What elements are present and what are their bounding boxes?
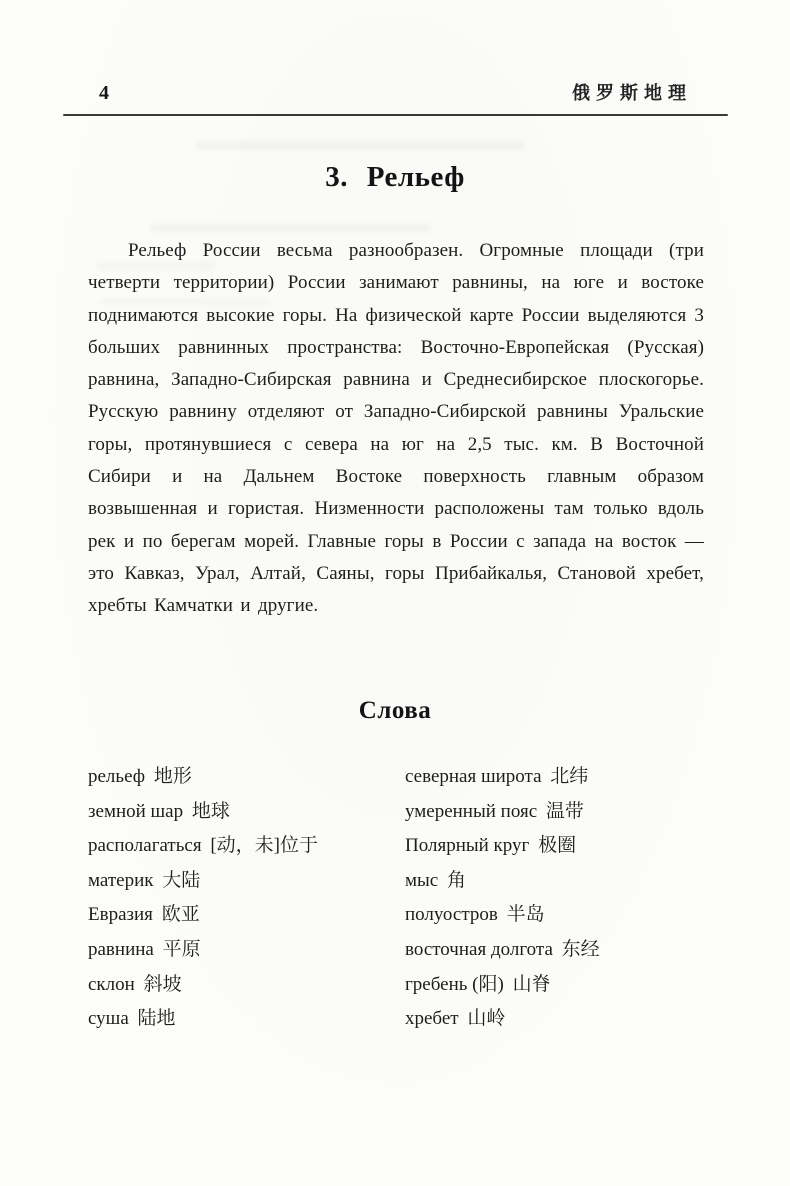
vocab-chinese-gloss: 半岛	[506, 904, 545, 926]
vocab-chinese-gloss: 地球	[191, 800, 230, 822]
vocab-chinese-gloss: 斜坡	[143, 973, 182, 995]
vocab-chinese-gloss: 大陆	[162, 869, 201, 891]
vocab-entry	[88, 968, 405, 1003]
vocab-russian-term: равнина	[88, 938, 154, 960]
body-paragraph: Рельеф России весьма разнообразен. Огромные площади (три четверти территории) России занимают равнины, на юге и востоке поднимаются высокие горы. На физической карте России выделяются 3 больших равнинных пространства: Восточно-Европейская (Русская) равнина, Западно-Сибирская равнина и Среднесибирское плоскогорье. Русскую равнину отделяют от Западно-Сибирской равнины Уральские горы, протянувшиеся с севера на юг на 2,5 тыс. км. В Восточной Сибири и на Дальнем Востоке поверхность главным образом возвышенная и гористая. Низменности расположены там только вдоль рек и по берегам морей. Главные горы в России с запада на восток — это Кавказ, Урал, Алтай, Саяны, горы Прибайкалья, Становой хребет, хребты Камчатки и другие.	[88, 240, 704, 617]
vocab-entry	[405, 760, 732, 795]
vocab-chinese-gloss: 地形	[153, 766, 192, 787]
vocab-russian-term: мыс	[405, 869, 439, 891]
vocab-russian-term: умеренный пояс	[405, 800, 538, 822]
vocab-chinese-gloss: 欧亚	[161, 904, 200, 926]
vocab-entry	[88, 898, 405, 933]
vocab-entry	[88, 933, 405, 968]
vocabulary-left-column	[88, 760, 405, 1037]
vocabulary-list	[88, 760, 732, 1037]
vocab-russian-term: Полярный круг	[405, 835, 530, 857]
vocab-chinese-gloss: [动，未]位于	[210, 835, 318, 857]
vocab-chinese-gloss: 角	[446, 869, 466, 891]
vocab-chinese-gloss: 平原	[162, 938, 201, 960]
vocab-entry	[405, 864, 732, 899]
vocab-chinese-gloss: 北纬	[550, 766, 589, 787]
vocab-russian-term: северная широта	[405, 766, 542, 787]
vocab-entry	[88, 795, 405, 830]
vocab-entry	[88, 829, 405, 864]
vocab-russian-term: склон	[88, 973, 135, 995]
header-rule	[63, 114, 728, 116]
section-title: 3. Рельеф	[325, 161, 465, 193]
vocab-entry	[405, 795, 732, 830]
vocab-russian-term: земной шар	[88, 800, 184, 822]
vocab-russian-term: гребень (阳)	[405, 973, 504, 995]
vocab-russian-term: восточная долгота	[405, 938, 553, 960]
scan-artifact	[150, 224, 430, 232]
vocab-russian-term: полуостров	[405, 904, 498, 926]
vocab-entry	[405, 1002, 732, 1037]
vocab-entry	[405, 968, 732, 1003]
vocab-russian-term: рельеф	[88, 766, 146, 787]
vocab-russian-term: суша	[88, 1008, 129, 1030]
vocab-entry	[405, 829, 732, 864]
vocab-russian-term: материк	[88, 869, 154, 891]
vocab-chinese-gloss: 山岭	[467, 1008, 506, 1030]
vocab-entry	[88, 1002, 405, 1037]
running-title: 俄罗斯地理	[572, 83, 692, 104]
vocab-russian-term: располагаться	[88, 835, 202, 857]
vocabulary-right-column	[405, 760, 732, 1037]
vocab-entry	[405, 898, 732, 933]
vocab-russian-term: хребет	[405, 1008, 459, 1030]
vocab-chinese-gloss: 陆地	[137, 1008, 176, 1030]
vocab-chinese-gloss: 山脊	[512, 973, 551, 995]
vocab-chinese-gloss: 温带	[545, 800, 584, 822]
vocabulary-heading: Слова	[358, 697, 432, 724]
vocab-chinese-gloss: 东经	[561, 938, 600, 960]
page-header	[99, 79, 692, 105]
vocab-chinese-gloss: 极圈	[538, 835, 577, 857]
vocab-entry	[405, 933, 732, 968]
page-number: 4	[99, 82, 109, 104]
vocab-entry	[88, 760, 405, 795]
vocab-russian-term: Евразия	[88, 904, 153, 926]
vocab-entry	[88, 864, 405, 899]
scan-artifact	[195, 141, 525, 150]
